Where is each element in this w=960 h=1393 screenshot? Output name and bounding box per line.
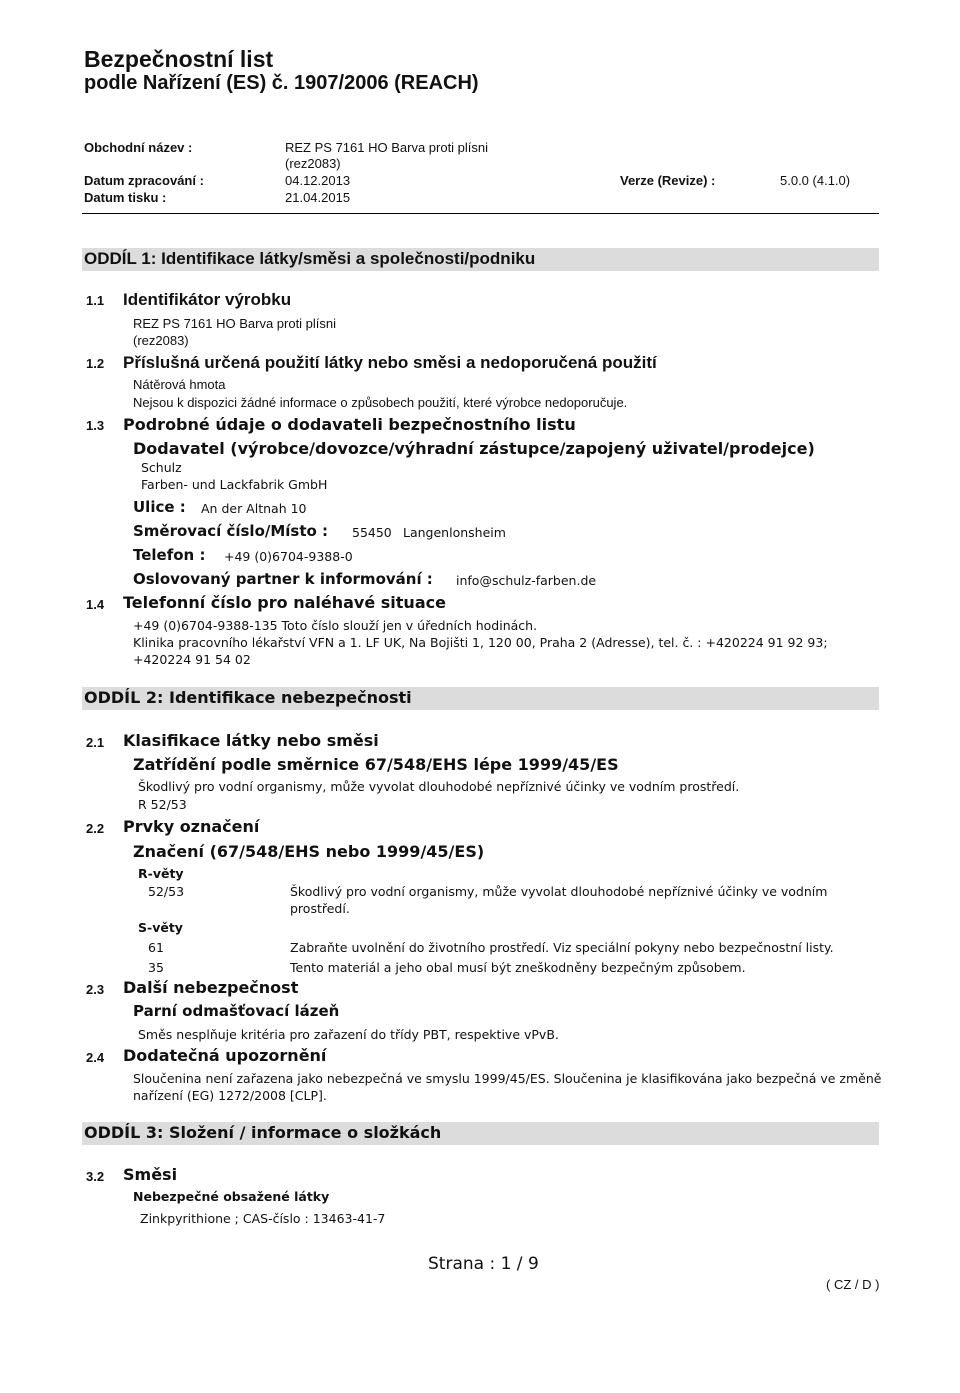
section-1-1-number: 1.1 (86, 293, 105, 308)
trade-name-value: REZ PS 7161 HO Barva proti plísni (285, 140, 489, 155)
s-phrases-label: S-věty (138, 920, 183, 935)
section-2-4-number: 2.4 (86, 1050, 105, 1065)
section-2-4-title: Dodatečná upozornění (123, 1046, 327, 1065)
section-1-2-title: Příslušná určená použití látky nebo směsi a nedoporučená použití (123, 353, 657, 372)
classification-directive: Zatřídění podle směrnice 67/548/EHS lépe 1999/45/ES (133, 755, 619, 774)
ingredient-row: Zinkpyrithione ; CAS-číslo : 13463-41-7 (140, 1211, 386, 1226)
street-label: Ulice : (133, 498, 186, 516)
s-phrase-code-2: 35 (148, 960, 164, 975)
contact-label: Oslovovaný partner k informování : (133, 570, 433, 588)
r-phrase-text-cont: prostředí. (290, 901, 350, 916)
s-phrase-code-1: 61 (148, 940, 164, 955)
classification-r-phrase: R 52/53 (138, 797, 187, 812)
section-2-1-title: Klasifikace látky nebo směsi (123, 731, 379, 750)
r-phrases-label: R-věty (138, 866, 184, 881)
document-title: Bezpečnostní list (84, 46, 274, 72)
section-3-2-number: 3.2 (86, 1169, 105, 1184)
header-divider (82, 213, 879, 214)
phone-label: Telefon : (133, 546, 206, 564)
company-name-2: Farben- und Lackfabrik GmbH (141, 477, 328, 492)
section-1-4-number: 1.4 (86, 597, 105, 612)
pbt-statement: Směs nesplňuje kritéria pro zařazení do třídy PBT, respektive vPvB. (138, 1027, 559, 1042)
phone-value: +49 (0)6704-9388-0 (224, 549, 353, 564)
emergency-phone-2: +420224 91 54 02 (133, 652, 251, 667)
zip-city-label: Směrovací číslo/Místo : (133, 522, 329, 540)
trade-name-code: (rez2083) (285, 156, 341, 171)
emergency-phone: +49 (0)6704-9388-135 Toto číslo slouží jen v úředních hodinách. (133, 618, 538, 633)
section-2-3-title: Další nebezpečnost (123, 978, 299, 997)
r-phrase-code: 52/53 (148, 884, 185, 899)
uses-advised-against: Nejsou k dispozici žádné informace o způsobech použití, které výrobce nedoporučuje. (133, 395, 628, 410)
print-date-label: Datum tisku : (84, 190, 167, 205)
section-1-2-number: 1.2 (86, 356, 105, 371)
city-value: Langenlonsheim (403, 525, 506, 540)
zip-value: 55450 (352, 525, 392, 540)
contact-email[interactable]: info@schulz-farben.de (456, 573, 597, 588)
section-1-title: ODDÍL 1: Identifikace látky/směsi a společnosti/podniku (84, 249, 536, 268)
section-1-3-title: Podrobné údaje o dodavateli bezpečnostního listu (123, 415, 576, 434)
street-value: An der Altnah 10 (201, 501, 307, 516)
section-2-title: ODDÍL 2: Identifikace nebezpečnosti (84, 688, 412, 707)
company-name: Schulz (141, 460, 182, 475)
section-2-2-title: Prvky označení (123, 817, 260, 836)
section-3-title: ODDÍL 3: Složení / informace o složkách (84, 1123, 442, 1142)
additional-note-2: nařízení (EG) 1272/2008 [CLP]. (133, 1088, 327, 1103)
print-date-value: 21.04.2015 (285, 190, 351, 205)
section-1-1-title: Identifikátor výrobku (123, 290, 292, 309)
document-subtitle: podle Nařízení (ES) č. 1907/2006 (REACH) (84, 72, 479, 94)
section-2-2-number: 2.2 (86, 821, 105, 836)
classification-text: Škodlivý pro vodní organismy, může vyvolat dlouhodobé nepříznivé účinky ve vodním prostředí. (138, 779, 740, 794)
version-value: 5.0.0 (4.1.0) (780, 173, 851, 188)
product-name: REZ PS 7161 HO Barva proti plísni (133, 316, 337, 331)
section-2-1-number: 2.1 (86, 735, 105, 750)
s-phrase-text-2: Tento materiál a jeho obal musí být zneškodněny bezpečným způsobem. (290, 960, 746, 975)
section-1-header (82, 248, 879, 271)
prepared-date-label: Datum zpracování : (84, 173, 204, 188)
locale-tag: ( CZ / D ) (826, 1277, 880, 1292)
additional-note-1: Sloučenina není zařazena jako nebezpečná ve smyslu 1999/45/ES. Sloučenina je klasifikována jako bezpečná ve změně (133, 1071, 882, 1086)
section-1-3-number: 1.3 (86, 418, 105, 433)
page-number: Strana : 1 / 9 (428, 1254, 539, 1274)
emergency-clinic: Klinika pracovního lékařství VFN a 1. LF UK, Na Bojišti 1, 120 00, Praha 2 (Adresse), tel. č. : +420224 91 92 93; (133, 635, 828, 650)
identified-use: Nátěrová hmota (133, 377, 226, 392)
trade-name-label: Obchodní název : (84, 140, 193, 155)
hazardous-ingredients-label: Nebezpečné obsažené látky (133, 1189, 330, 1204)
section-2-header (82, 687, 879, 710)
supplier-heading: Dodavatel (výrobce/dovozce/výhradní zástupce/zapojený uživatel/prodejce) (133, 439, 815, 458)
section-3-2-title: Směsi (123, 1165, 178, 1184)
other-hazards-sub: Parní odmašťovací lázeň (133, 1002, 340, 1020)
section-1-4-title: Telefonní číslo pro naléhavé situace (123, 593, 446, 612)
s-phrase-text-1: Zabraňte uvolnění do životního prostředí. Viz speciální pokyny nebo bezpečnostní listy. (290, 940, 834, 955)
r-phrase-text: Škodlivý pro vodní organismy, může vyvolat dlouhodobé nepříznivé účinky ve vodním (290, 884, 828, 899)
section-3-header (82, 1122, 879, 1145)
version-label: Verze (Revize) : (620, 173, 716, 188)
labelling-directive: Značení (67/548/EHS nebo 1999/45/ES) (133, 842, 485, 861)
product-code: (rez2083) (133, 333, 189, 348)
section-2-3-number: 2.3 (86, 982, 105, 997)
prepared-date-value: 04.12.2013 (285, 173, 351, 188)
